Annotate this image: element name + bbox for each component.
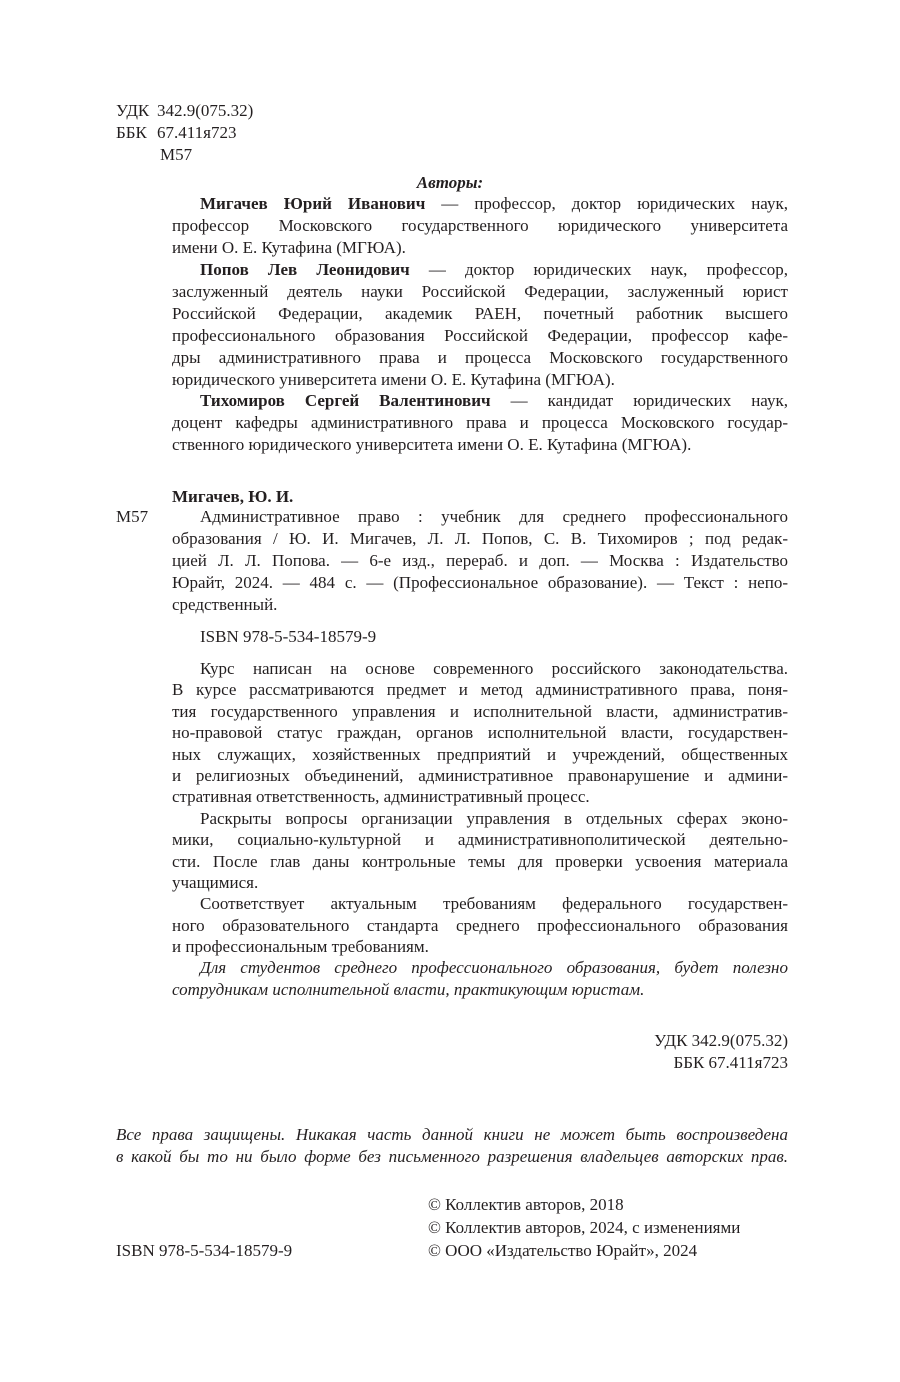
udk-code: УДК 342.9(075.32)	[116, 101, 254, 120]
udk-code-right: УДК 342.9(075.32)	[654, 1031, 788, 1050]
bib-author: Мигачев, Ю. И.	[172, 487, 294, 506]
author-name: Мигачев Юрий Иванович	[200, 194, 426, 213]
authors-heading: Авторы:	[416, 173, 484, 192]
copyright-line: © Коллектив авторов, 2024, с изменениями	[428, 1218, 741, 1237]
copyright-list	[428, 1193, 740, 1262]
bib-isbn: ISBN 978-5-534-18579-9	[200, 627, 377, 646]
bib-author-mark: М57	[116, 507, 149, 526]
bib-description: Административное право : учебник для среднего профессионального образования / Ю. И. Мигачев, Л. Л. Попов, С. В. Тихомиров ; под редак- цией Л. Л. Попова. — 6-е изд., перераб. и доп. — Москва : Издательство Юрайт, 2024. — 484 с. — (Профессиональное образование). — Текст : непо- средственный.	[172, 507, 788, 614]
copyright-line: © ООО «Издательство Юрайт», 2024	[428, 1241, 698, 1260]
classification-codes-right	[654, 1030, 788, 1074]
bbk-code: ББК 67.411я723	[116, 123, 237, 142]
author-entry: Мигачев Юрий Иванович — профессор, доктор юридических наук, профессор Московского государственного юридического университета имени О. Е. Кутафина (МГЮА).	[172, 194, 788, 257]
author-mark: М57	[160, 145, 193, 164]
classification-codes	[116, 100, 316, 166]
bbk-code-right: ББК 67.411я723	[673, 1053, 788, 1072]
author-name: Тихомиров Сергей Валентинович	[200, 391, 491, 410]
copyright-line: © Коллектив авторов, 2018	[428, 1195, 624, 1214]
author-name: Попов Лев Леонидович	[200, 260, 410, 279]
annotation: Курс написан на основе современного российского законодательства. В курсе рассматриваются предмет и метод административного права, поня- тия государственного управления и исполнительной власти, административ- но-правовой статус граждан, органов исполнительной власти, государствен- ных служащих, хозяйственных предприятий и учреждений, общественных и религиозных объединений, административное правонарушение и админи- стративная ответственность, административный процесс. Раскрыты вопросы организации управления в отдельных сферах эконо- мики, социально-культурной и административнополитической деятельно- сти. После глав даны контрольные темы для проверки усвоения материала учащимися. Соответствует актуальным требованиям федерального государствен- ного образовательного стандарта среднего профессионального образования и профессиональным требованиям. Для студентов среднего профессионального образования, будет полезно сотрудникам исполнительной власти, практикующим юристам.	[172, 659, 788, 999]
isbn-bottom: ISBN 978-5-534-18579-9	[116, 1241, 293, 1260]
author-entry: Попов Лев Леонидович — доктор юридических наук, профессор, заслуженный деятель науки Российской Федерации, заслуженный юрист Российской Федерации, академик РАЕН, почетный работник высшего профессионального образования Российской Федерации, профессор кафе- дры административного права и процесса Московского государственного юридического университета имени О. Е. Кутафина (МГЮА).	[172, 260, 788, 389]
author-entry: Тихомиров Сергей Валентинович — кандидат юридических наук, доцент кафедры административного права и процесса Московского государ- ственного юридического университета имени О. Е. Кутафина (МГЮА).	[172, 391, 788, 454]
rights-notice: Все права защищены. Никакая часть данной книги не может быть воспроизведена в какой бы то ни было форме без письменного разрешения владельцев авторских прав.	[116, 1125, 788, 1166]
